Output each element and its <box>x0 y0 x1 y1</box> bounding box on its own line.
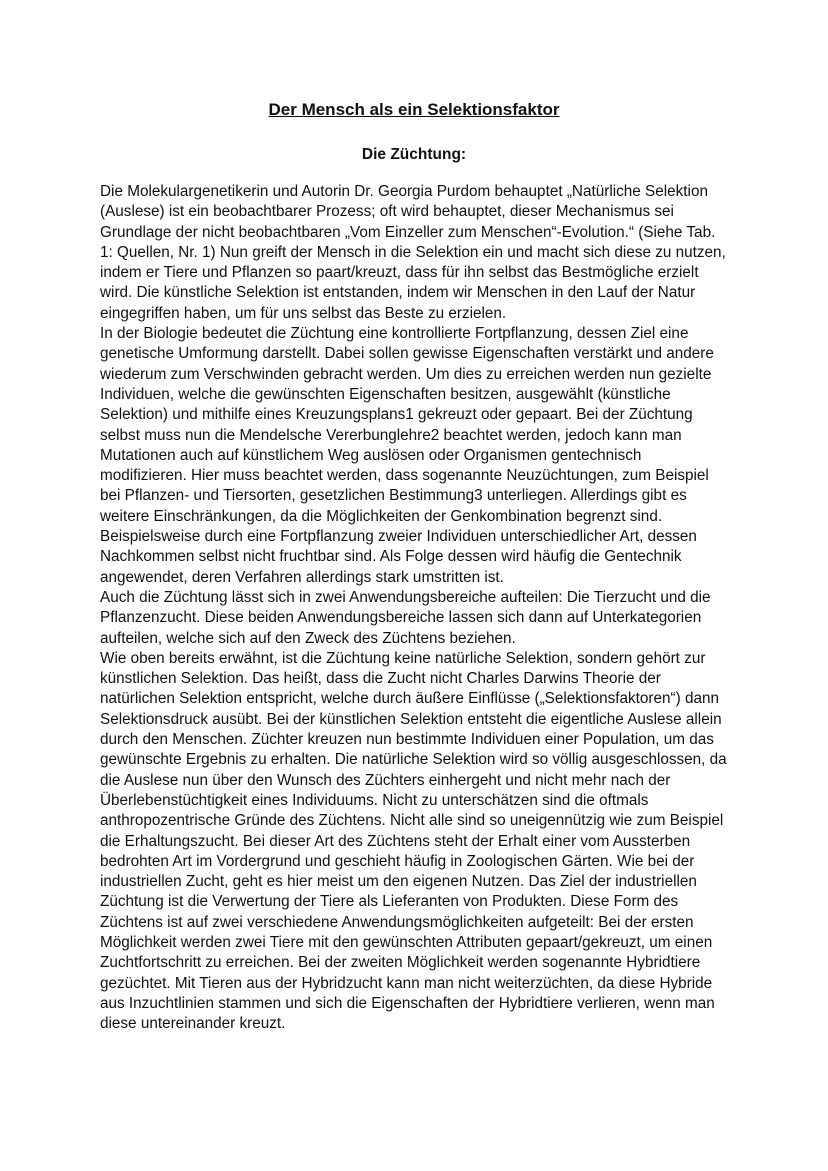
text-line: Die Molekulargenetikerin und Autorin Dr. Georgia Purdom behauptet „Natürliche Selektion <box>100 183 708 200</box>
text-line: Beispielsweise durch eine Fortpflanzung zweier Individuen unterschiedlicher Art, dessen <box>100 528 697 546</box>
section-heading: Die Züchtung: <box>361 146 467 163</box>
text-line: modifizieren. Hier muss beachtet werden, dass sogenannte Neuzüchtungen, zum Beispiel <box>100 467 709 485</box>
text-line: gezüchtet. Mit Tieren aus der Hybridzucht kann man nicht weiterzüchten, da diese Hybride <box>100 974 713 992</box>
text-line: bei Pflanzen- und Tiersorten, gesetzlichen Bestimmung3 unterliegen. Allerdings gibt es <box>100 487 687 505</box>
text-line: die Erhaltungszucht. Bei dieser Art des Züchtens steht der Erhalt einer vom Aussterben <box>100 832 691 850</box>
text-line: Züchtung ist die Verwertung der Tiere als Lieferanten von Produkten. Diese Form des <box>100 893 679 911</box>
text-line: Mutationen auch auf künstlichem Weg auslösen oder Organismen gentechnisch <box>100 446 642 464</box>
text-line: selbst muss nun die Mendelsche Vererbunglehre2 beachtet werden, jedoch kann man <box>100 426 682 444</box>
text-line: Grundlage der nicht beobachtbaren „Vom Einzeller zum Menschen“-Evolution.“ (Siehe Tab. <box>100 223 716 241</box>
text-line: künstlichen Selektion. Das heißt, dass die Zucht nicht Charles Darwins Theorie der <box>100 670 661 688</box>
document-body <box>100 182 727 1034</box>
document-title: Der Mensch als ein Selektionsfaktor <box>268 100 560 119</box>
text-line: 1: Quellen, Nr. 1) Nun greift der Mensch in die Selektion ein und macht sich diese zu nutzen, <box>100 243 726 261</box>
text-line: Pflanzenzucht. Diese beiden Anwendungsbereiche lassen sich dann auf Unterkategorien <box>100 609 702 627</box>
text-line: Wie oben bereits erwähnt, ist die Züchtung keine natürliche Selektion, sondern gehört zur <box>100 649 706 667</box>
text-line: In der Biologie bedeutet die Züchtung eine kontrollierte Fortpflanzung, dessen Ziel eine <box>100 325 689 343</box>
text-line: anthropozentrische Gründe des Züchtens. Nicht alle sind so uneigennützig wie zum Beispiel <box>100 812 724 830</box>
text-line: (Auslese) ist ein beobachtbarer Prozess; oft wird behauptet, dieser Mechanismus sei <box>100 203 674 221</box>
text-line: Selektionsdruck ausübt. Bei der künstlichen Selektion entsteht die eigentliche Auslese allein <box>100 710 722 728</box>
text-line: Nachkommen selbst nicht fruchtbar sind. Als Folge dessen wird häufig die Gentechnik <box>100 548 682 566</box>
text-line: Möglichkeit werden zwei Tiere mit den gewünschten Attributen gepaart/gekreuzt, um einen <box>100 933 713 951</box>
text-line: diese untereinander kreuzt. <box>100 1015 286 1033</box>
text-line: wird. Die künstliche Selektion ist entstanden, indem wir Menschen in den Lauf der Natur <box>100 284 696 302</box>
text-line: angewendet, deren Verfahren allerdings stark umstritten ist. <box>100 568 504 586</box>
text-line: Züchtens ist auf zwei verschiedene Anwendungsmöglichkeiten aufgeteilt: Bei der ersten <box>100 913 694 931</box>
text-line: Auch die Züchtung lässt sich in zwei Anwendungsbereiche aufteilen: Die Tierzucht und die <box>100 588 711 606</box>
text-line: Überlebenstüchtigkeit eines Individuums. Nicht zu unterschätzen sind die oftmals <box>100 791 649 809</box>
text-line: Zuchtfortschritt zu erreichen. Bei der zweiten Möglichkeit werden sogenannte Hybridtiere <box>100 954 701 972</box>
text-line: Selektion) und mithilfe eines Kreuzungsplans1 gekreuzt oder gepaart. Bei der Züchtung <box>100 406 693 424</box>
text-line: wiederum zum Verschwinden gebracht werden. Um dies zu erreichen werden nun gezielte <box>100 365 712 383</box>
text-line: aus Inzuchtlinien stammen und sich die Eigenschaften der Hybridtiere verlieren, wenn man <box>100 994 715 1012</box>
text-line: eingegriffen haben, um für uns selbst das Beste zu erzielen. <box>100 304 507 322</box>
text-line: indem er Tiere und Pflanzen so paart/kreuzt, dass für ihn selbst das Bestmögliche erzielt <box>100 264 699 282</box>
text-line: natürlichen Selektion entspricht, welche durch äußere Einflüsse („Selektionsfaktoren“) dann <box>100 690 720 708</box>
text-line: gewünschte Ergebnis zu erhalten. Die natürliche Selektion wird so völlig ausgeschlossen, da <box>100 751 727 769</box>
text-line: bedrohten Art im Vordergrund und geschieht häufig in Zoologischen Gärten. Wie bei der <box>100 852 695 870</box>
text-line: Individuen, welche die gewünschten Eigenschaften besitzen, ausgewählt (künstliche <box>100 385 671 403</box>
text-line: durch den Menschen. Züchter kreuzen nun bestimmte Individuen einer Population, um das <box>100 731 714 749</box>
text-line: aufteilen, welche sich auf den Zweck des Züchtens beziehen. <box>100 629 516 647</box>
text-line: industriellen Zucht, geht es hier meist um den eigenen Nutzen. Das Ziel der industriellen <box>100 873 697 891</box>
text-line: die Auslese nun über den Wunsch des Züchters einhergeht und nicht mehr nach der <box>100 771 671 789</box>
text-line: genetische Umformung darstellt. Dabei sollen gewisse Eigenschaften verstärkt und andere <box>100 345 714 363</box>
text-line: weitere Einschränkungen, da die Möglichkeiten der Genkombination begrenzt sind. <box>100 507 663 525</box>
